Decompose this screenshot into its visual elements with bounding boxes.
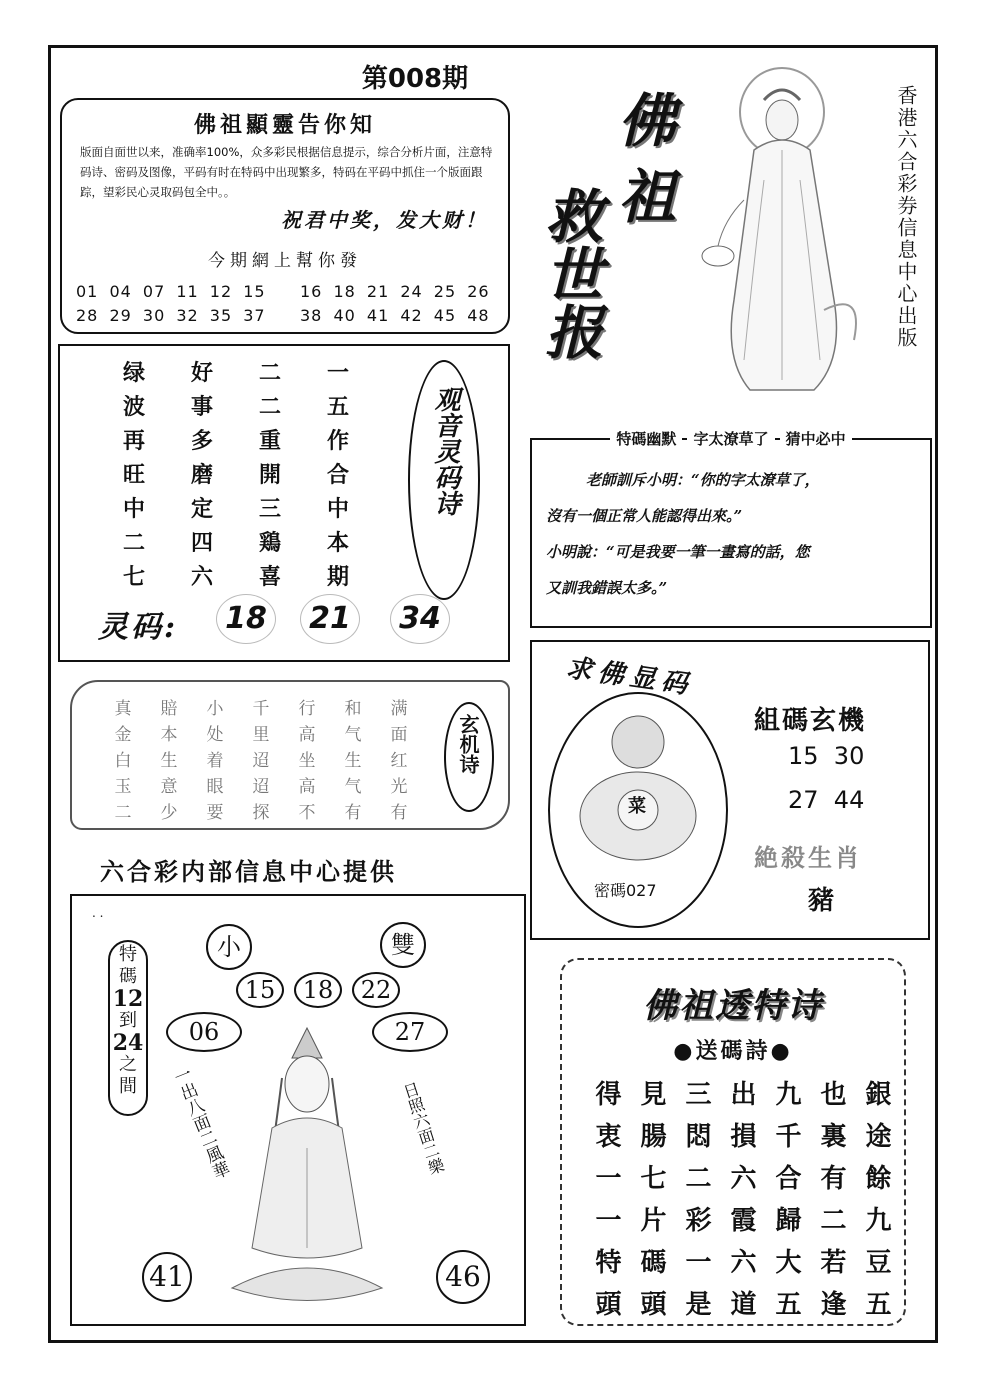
poem-char: 生 xyxy=(160,751,178,771)
poem-char: 满 xyxy=(390,699,408,719)
poem-char: 二 xyxy=(820,1206,847,1236)
notice-box xyxy=(60,98,510,334)
poem-char: 二 xyxy=(122,530,145,556)
poem-char: 悶 xyxy=(685,1122,712,1152)
poem-char: 和 xyxy=(344,699,362,719)
buddha-code: 密碼027 xyxy=(594,881,657,900)
notice-subtitle: 今期網上幫你發 xyxy=(208,251,362,271)
poem-char: 若 xyxy=(820,1248,847,1278)
joke-line: 小明說：“可是我要一筆一畫寫的話，您 xyxy=(546,543,810,561)
poem-char: 喜 xyxy=(258,564,281,590)
poem-char: 一 xyxy=(326,360,349,386)
seated-guanyin-figure xyxy=(222,1018,392,1318)
poem-char: 有 xyxy=(390,803,408,823)
poem-char: 七 xyxy=(122,564,145,590)
poem-char: 意 xyxy=(160,777,178,797)
poem-char: 小 xyxy=(206,699,224,719)
poem-char: 途 xyxy=(865,1122,892,1152)
poem-char: 鶏 xyxy=(258,530,281,556)
poem-char: 見 xyxy=(640,1080,667,1110)
poem-char: 一 xyxy=(595,1164,622,1194)
dots-mark: . . xyxy=(92,906,104,920)
poem-char: 玉 xyxy=(114,777,132,797)
poem-char: 旺 xyxy=(122,462,145,488)
special-box xyxy=(70,894,526,1326)
poem-char: 探 xyxy=(252,803,270,823)
poem-char: 重 xyxy=(258,428,281,454)
poem-char: 迢 xyxy=(252,777,270,797)
buddha-title: 求佛显码 xyxy=(564,653,696,701)
poem-char: 本 xyxy=(160,725,178,745)
number-row-2b: 38 40 41 42 45 48 xyxy=(300,306,490,325)
poem-char: 眼 xyxy=(206,777,224,797)
poem-char: 生 xyxy=(344,751,362,771)
poem-char: 片 xyxy=(640,1206,667,1236)
poem-char: 处 xyxy=(206,725,224,745)
poem-char: 波 xyxy=(122,394,145,420)
guanyin-standing-figure xyxy=(684,60,884,400)
lingma-number: 34 xyxy=(390,594,450,644)
poem-char: 期 xyxy=(326,564,349,590)
poem-char: 得 xyxy=(595,1080,622,1110)
poem-char: 賠 xyxy=(160,699,178,719)
range-text xyxy=(108,944,148,1098)
range-a: 特碼 xyxy=(119,944,137,987)
left-number: 06 xyxy=(166,1012,242,1052)
joke-line: 老師訓斥小明：“你的字太潦草了， xyxy=(586,471,820,489)
combo-row-2: 27 44 xyxy=(788,786,865,814)
kill-zodiac-value: 豬 xyxy=(808,886,835,916)
poem-char: 高 xyxy=(298,725,316,745)
fozu-poem-subtitle: ●送碼詩● xyxy=(673,1038,793,1064)
poem-char: 九 xyxy=(865,1206,892,1236)
xuanji-scroll xyxy=(70,680,510,830)
poem-char: 出 xyxy=(730,1080,757,1110)
range-mid: 到 xyxy=(119,1010,137,1031)
lingma-label: 灵码: xyxy=(98,610,179,645)
notice-body: 版面自面世以来，准确率100%，众多彩民根据信息提示，综合分析片面，注意特码诗、密码及图像，平码有时在特码中出现繁多，特码在平码中抓住一个版面跟踪，望彩民心灵取码包全中。。 xyxy=(80,145,493,199)
poem-char: 三 xyxy=(258,496,281,522)
poem-char: 绿 xyxy=(122,360,145,386)
poem-char: 本 xyxy=(326,530,349,556)
guanyin-poem-grid xyxy=(100,356,372,594)
laughing-buddha-figure xyxy=(568,706,708,866)
poem-char: 着 xyxy=(206,751,224,771)
poem-char: 歸 xyxy=(775,1206,802,1236)
poem-char: 大 xyxy=(775,1248,802,1278)
joke-line: 又訓我錯誤太多。” xyxy=(546,579,668,597)
combo-label: 組碼玄機 xyxy=(754,706,867,736)
poem-char: 中 xyxy=(326,496,349,522)
poem-char: 五 xyxy=(326,394,349,420)
poem-char: 頭 xyxy=(595,1290,622,1320)
poem-char: 高 xyxy=(298,777,316,797)
poem-char: 二 xyxy=(114,803,132,823)
title-zu: 祖 xyxy=(618,163,677,231)
poem-char: 气 xyxy=(344,725,362,745)
poem-char: 好 xyxy=(190,360,213,386)
small-circle: 小 xyxy=(206,924,252,970)
poem-char: 一 xyxy=(595,1206,622,1236)
poem-char: 六 xyxy=(730,1248,757,1278)
fozu-poem-grid xyxy=(586,1074,901,1326)
poem-char: 少 xyxy=(160,803,178,823)
joke-body xyxy=(546,462,916,606)
poem-char: 頭 xyxy=(640,1290,667,1320)
poem-char: 三 xyxy=(685,1080,712,1110)
poem-char: 損 xyxy=(730,1122,757,1152)
poem-char: 金 xyxy=(114,725,132,745)
notice-title: 佛祖顯靈告你知 xyxy=(193,112,376,138)
poem-char: 碼 xyxy=(640,1248,667,1278)
poem-char: 真 xyxy=(114,699,132,719)
poem-char: 逢 xyxy=(820,1290,847,1320)
range-n2: 24 xyxy=(112,1030,144,1056)
range-n1: 12 xyxy=(112,986,144,1012)
poem-char: 作 xyxy=(326,428,349,454)
issue-number: 第008期 xyxy=(361,64,469,94)
poem-char: 定 xyxy=(190,496,213,522)
left-poem-text: 一出八面二風華 xyxy=(168,1064,232,1183)
double-circle: 雙 xyxy=(380,922,426,968)
joke-header-right: 猜中必中 xyxy=(780,430,852,448)
poem-char: 九 xyxy=(775,1080,802,1110)
top-number: 15 xyxy=(236,972,284,1008)
poem-char: 二 xyxy=(685,1164,712,1194)
poem-char: 餘 xyxy=(865,1164,892,1194)
poem-char: 事 xyxy=(190,394,213,420)
poem-char: 红 xyxy=(390,751,408,771)
joke-header xyxy=(532,428,930,449)
poem-char: 五 xyxy=(775,1290,802,1320)
poem-char: 合 xyxy=(326,462,349,488)
poem-char: 裏 xyxy=(820,1122,847,1152)
poem-char: 再 xyxy=(122,428,145,454)
joke-header-mid: 字太潦草了 xyxy=(687,430,774,448)
poem-char: 二 xyxy=(258,394,281,420)
poem-char: 不 xyxy=(298,803,316,823)
poem-char: 霞 xyxy=(730,1206,757,1236)
fozu-poem-title: 佛祖透特诗 xyxy=(643,986,823,1026)
fozu-poem-box xyxy=(560,958,906,1326)
poem-char: 也 xyxy=(820,1080,847,1110)
number-row-1a: 01 04 07 11 12 15 xyxy=(76,282,266,301)
buddha-belly-text: 菜 xyxy=(628,796,646,817)
poem-char: 彩 xyxy=(685,1206,712,1236)
poem-char: 開 xyxy=(258,462,281,488)
top-number: 18 xyxy=(294,972,342,1008)
joke-box xyxy=(530,430,932,628)
poem-char: 千 xyxy=(775,1122,802,1152)
poem-char: 五 xyxy=(865,1290,892,1320)
poem-char: 白 xyxy=(114,751,132,771)
top-number: 22 xyxy=(352,972,400,1008)
poem-char: 千 xyxy=(252,699,270,719)
poem-char: 磨 xyxy=(190,462,213,488)
joke-header-left: 特碼幽默 xyxy=(610,430,682,448)
poem-char: 七 xyxy=(640,1164,667,1194)
poem-char: 六 xyxy=(190,564,213,590)
poem-char: 有 xyxy=(820,1164,847,1194)
center-title: 六合彩内部信息中心提供 xyxy=(100,857,397,886)
poem-char: 四 xyxy=(190,530,213,556)
poem-char: 一 xyxy=(685,1248,712,1278)
xuanji-label: 玄机诗 xyxy=(456,714,480,774)
bottom-right-number: 46 xyxy=(436,1250,490,1304)
poem-char: 腸 xyxy=(640,1122,667,1152)
poem-char: 豆 xyxy=(865,1248,892,1278)
poem-char: 合 xyxy=(775,1164,802,1194)
xuanji-poem-grid xyxy=(100,694,422,824)
poem-char: 有 xyxy=(344,803,362,823)
joke-line: 沒有一個正常人能認得出來。” xyxy=(546,507,743,525)
poem-char: 六 xyxy=(730,1164,757,1194)
notice-blessing: 祝君中奖，发大财！ xyxy=(281,208,488,232)
bottom-left-number: 41 xyxy=(142,1252,192,1302)
title-fo: 佛 xyxy=(618,87,677,155)
guanyin-poem-box xyxy=(58,344,510,662)
right-number: 27 xyxy=(372,1012,448,1052)
range-end: 之間 xyxy=(119,1054,137,1097)
poem-char: 衷 xyxy=(595,1122,622,1152)
number-row-1b: 16 18 21 24 25 26 xyxy=(300,282,490,301)
guanyin-poem-label: 观音灵码诗 xyxy=(430,386,460,516)
poem-char: 里 xyxy=(252,725,270,745)
poem-char: 多 xyxy=(190,428,213,454)
poem-char: 中 xyxy=(122,496,145,522)
number-row-2a: 28 29 30 32 35 37 xyxy=(76,306,266,325)
poem-char: 要 xyxy=(206,803,224,823)
poem-char: 光 xyxy=(390,777,408,797)
title-jiushibao: 救世报 xyxy=(535,186,603,360)
poem-char: 坐 xyxy=(298,751,316,771)
poem-char: 面 xyxy=(390,725,408,745)
combo-row-1: 15 30 xyxy=(788,742,865,770)
poem-char: 迢 xyxy=(252,751,270,771)
poem-char: 是 xyxy=(685,1290,712,1320)
publisher-sidebar: 香港六合彩券信息中心出版 xyxy=(894,85,918,349)
poem-char: 特 xyxy=(595,1248,622,1278)
poem-char: 行 xyxy=(298,699,316,719)
poem-char: 銀 xyxy=(865,1080,892,1110)
lingma-number: 21 xyxy=(300,594,360,644)
poem-char: 气 xyxy=(344,777,362,797)
kill-zodiac-label: 絶殺生肖 xyxy=(754,843,862,872)
lingma-number: 18 xyxy=(216,594,276,644)
poem-char: 道 xyxy=(730,1290,757,1320)
right-poem-text: 日照六面二樂 xyxy=(398,1079,447,1177)
poem-char: 二 xyxy=(258,360,281,386)
